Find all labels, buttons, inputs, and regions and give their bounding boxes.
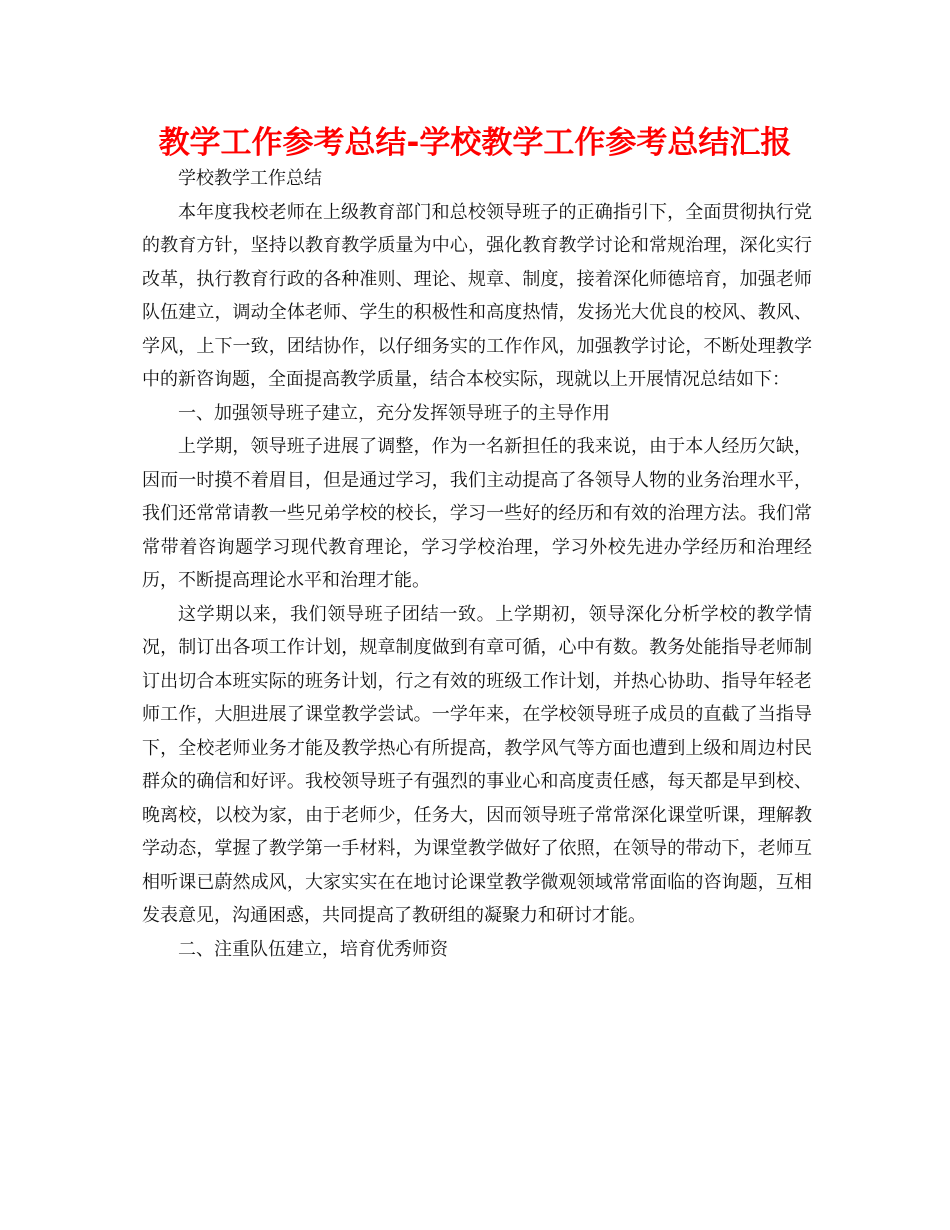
subtitle-paragraph: 学校教学工作总结 [178, 168, 322, 189]
body-paragraph: 上学期，领导班子进展了调整，作为一名新担任的我来说，由于本人经历欠缺，因而一时摸不着眉目，但是通过学习，我们主动提高了各领导人物的业务治理水平，我们还常常请教一些兄弟学校的校长，学习一些好的经历和有效的治理方法。我们常常带着咨询题学习现代教育理论，学习学校治理，学习外校先进办学经历和治理经历，不断提高理论水平和治理才能。 [142, 436, 812, 591]
section-heading: 二、注重队伍建立，培育优秀师资 [178, 938, 448, 960]
document-title: 教学工作参考总结-学校教学工作参考总结汇报 [158, 125, 792, 161]
body-paragraph: 本年度我校老师在上级教育部门和总校领导班子的正确指引下，全面贯彻执行党的教育方针，坚持以教育教学质量为中心，强化教育教学讨论和常规治理，深化实行改革，执行教育行政的各种准则、理论、规章、制度，接着深化师德培育，加强老师队伍建立，调动全体老师、学生的积极性和高度热情，发扬光大优良的校风、教风、学风，上下一致，团结协作，以仔细务实的工作作风，加强教学讨论，不断处理教学中的新咨询题，全面提高教学质量，结合本校实际，现就以上开展情况总结如下： [142, 201, 812, 390]
body-paragraph: 这学期以来，我们领导班子团结一致。上学期初，领导深化分析学校的教学情况，制订出各项工作计划，规章制度做到有章可循，心中有数。教务处能指导老师制订出切合本班实际的班务计划，行之有效的班级工作计划，并热心协助、指导年轻老师工作，大胆进展了课堂教学尝试。一学年来，在学校领导班子成员的直截了当指导下，全校老师业务才能及教学热心有所提高，教学风气等方面也遭到上级和周边村民群众的确信和好评。我校领导班子有强烈的事业心和高度责任感，每天都是早到校、晚离校，以校为家，由于老师少，任务大，因而领导班子常常深化课堂听课，理解教学动态，掌握了教学第一手材料，为课堂教学做好了依照，在领导的带动下，老师互相听课已蔚然成风，大家实实在在地讨论课堂教学微观领域常常面临的咨询题，互相发表意见，沟通困惑，共同提高了教研组的凝聚力和研讨才能。 [142, 603, 812, 926]
section-heading: 一、加强领导班子建立，充分发挥领导班子的主导作用 [178, 402, 610, 424]
document-body [142, 162, 812, 966]
